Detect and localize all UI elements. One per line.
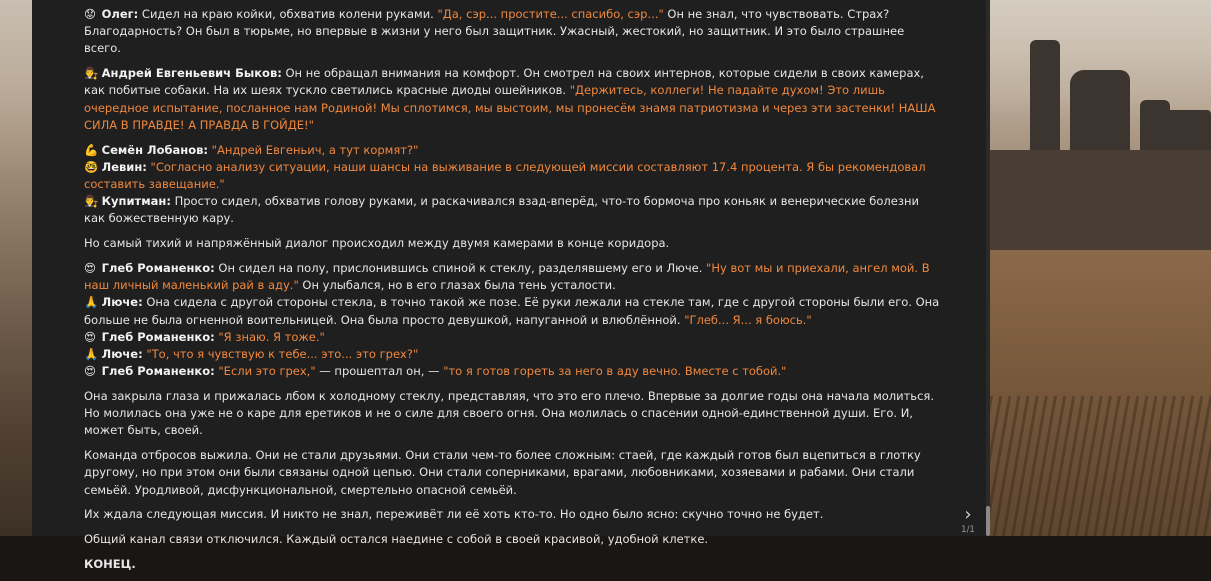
message-end-text: КОНЕЦ. — [84, 557, 136, 572]
speaker-name: Семён Лобанов: — [101, 142, 209, 157]
speaker-emoji: 👨‍⚖️ — [84, 194, 99, 209]
speaker-emoji: 💪 — [84, 142, 99, 157]
speaker-name: Купитман: — [101, 194, 171, 209]
chat-message-panel — [32, 0, 990, 572]
dialog-text: Он не знал, что чувствовать. Страх? Благодарность? Он был в тюрьме, но впервые в жизни у него был защитник. Ужасный, жестокий, но защитник. И это было страшнее всего. — [84, 7, 905, 56]
narration-paragraph: Их ждала следующая миссия. И никто не знал, переживёт ли её хоть кто-то. Но одно было ясно: скучно точно не будет. — [84, 507, 824, 522]
speaker-name: Люче: — [101, 347, 143, 362]
dialog-quote: "Если это грех," — [218, 364, 316, 379]
dialog-text: Он улыбался, но в его глазах была тень усталости. — [298, 278, 616, 293]
narration-paragraph: Она закрыла глаза и прижалась лбом к холодному стеклу, представляя, что это его плечо. Впервые за долгие годы она начала молиться. Но молилась она уже не о каре для еретиков и не о силе для своего огня. Она молилась о спасении одной-единственной души. Его. И, может быть, своей. — [84, 389, 934, 438]
dialog-line — [84, 193, 942, 227]
narration-paragraph: Общий канал связи отключился. Каждый остался наедине с собой в своей красивой, удобной клетке. — [84, 532, 709, 547]
dialog-quote: "Андрей Евгеньич, а тут кормят?" — [211, 142, 419, 157]
dialog-quote: "Ну вот мы и приехали, ангел мой. В наш личный маленький рай в аду." — [84, 261, 930, 293]
speaker-emoji: 🙏 — [84, 295, 99, 310]
dialog-line — [84, 65, 942, 134]
swipe-counter: 1/1 — [961, 525, 975, 535]
speaker-emoji: 👨‍⚖️ — [84, 66, 99, 81]
speaker-name: Андрей Евгеньевич Быков: — [101, 66, 282, 81]
speaker-emoji: 🙏 — [84, 347, 99, 362]
background-right — [990, 0, 1211, 536]
dialog-line — [84, 6, 942, 58]
dialog-quote: "Держитесь, коллеги! Не падайте духом! Это лишь очередное испытание, посланное нам Родиной! Мы сплотимся, мы выстоим, мы пронесём знамя патриотизма и через эти застенки! НАША СИЛА В ПРАВДЕ! А ПРАВДА В ГОЙДЕ!" — [84, 83, 936, 132]
background-grass — [990, 396, 1211, 536]
background-ridge — [990, 150, 1211, 260]
background-left — [0, 0, 32, 536]
dialog-text: Сидел на краю койки, обхватив колени руками. — [138, 7, 438, 21]
dialog-quote: "Я знаю. Я тоже." — [218, 329, 325, 344]
dialog-text: Он не обращал внимания на комфорт. Он смотрел на своих интернов, которые сидели в своих камерах, как побитые собаки. На их шеях тускло светились красные диоды ошейников. — [84, 66, 924, 98]
speaker-emoji: 🤓 — [84, 159, 99, 174]
dialog-text: Просто сидел, обхватив голову руками, и раскачивался взад-вперёд, что-то бормоча про коньяк и венерические болезни как божественную кару. — [84, 194, 919, 226]
speaker-name: Глеб Романенко: — [101, 364, 215, 379]
speaker-name: Олег: — [101, 7, 139, 21]
speaker-emoji: 😍 — [84, 329, 96, 344]
narration-paragraph: Команда отбросов выжила. Они не стали друзьями. Они стали чем-то более сложным: стаей, где каждый готов был вцепиться в глотку другому, но при этом они были связаны одной цепью. Они стали соперниками, врагами, любовниками, хозяевами и рабами. Они стали семьёй. Уродливой, дисфункциональной, смертельно опасной семьёй. — [84, 448, 921, 497]
speaker-name: Люче: — [101, 295, 143, 310]
message-text — [84, 6, 942, 581]
scrollbar[interactable] — [986, 0, 990, 536]
speaker-emoji: 😟 — [84, 7, 96, 21]
dialog-quote: "Да, сэр... простите... спасибо, сэр..." — [437, 7, 664, 21]
chevron-right-icon[interactable]: › — [964, 504, 972, 525]
dialog-quote: "Согласно анализу ситуации, наши шансы на выживание в следующей миссии составляют 17.4 процента. Я бы рекомендовал составить завещание." — [84, 159, 926, 192]
dialog-line — [84, 260, 942, 294]
swipe-next-button[interactable] — [958, 506, 978, 524]
dialog-text: Он сидел на полу, прислонившись спиной к стеклу, разделявшему его и Люче. — [214, 261, 707, 276]
speaker-name: Глеб Романенко: — [101, 329, 215, 344]
dialog-line — [84, 142, 942, 159]
dialog-quote: "Глеб... Я... я боюсь." — [684, 312, 812, 327]
dialog-text: Она сидела с другой стороны стекла, в точно такой же позе. Её руки лежали на стекле там, где с другой стороны были его. Она больше не была огненной воительницей. Она была просто девушкой, напуганной и влюблённой. — [84, 295, 940, 327]
narration-paragraph: Но самый тихий и напряжённый диалог происходил между двумя камерами в конце коридора. — [84, 236, 670, 251]
speaker-name: Глеб Романенко: — [101, 261, 215, 276]
dialog-line — [84, 159, 942, 193]
dialog-line — [84, 329, 942, 346]
dialog-line — [84, 363, 942, 380]
dialog-line — [84, 294, 942, 328]
dialog-line — [84, 346, 942, 363]
speaker-emoji: 😍 — [84, 261, 96, 276]
dialog-text: — прошептал он, — — [315, 364, 444, 379]
dialog-quote: "то я готов гореть за него в аду вечно. Вместе с тобой." — [443, 364, 787, 379]
dialog-quote: "То, что я чувствую к тебе... это... это грех?" — [146, 347, 419, 362]
speaker-emoji: 😍 — [84, 364, 96, 379]
scrollbar-thumb[interactable] — [986, 506, 990, 536]
speaker-name: Левин: — [101, 159, 147, 174]
